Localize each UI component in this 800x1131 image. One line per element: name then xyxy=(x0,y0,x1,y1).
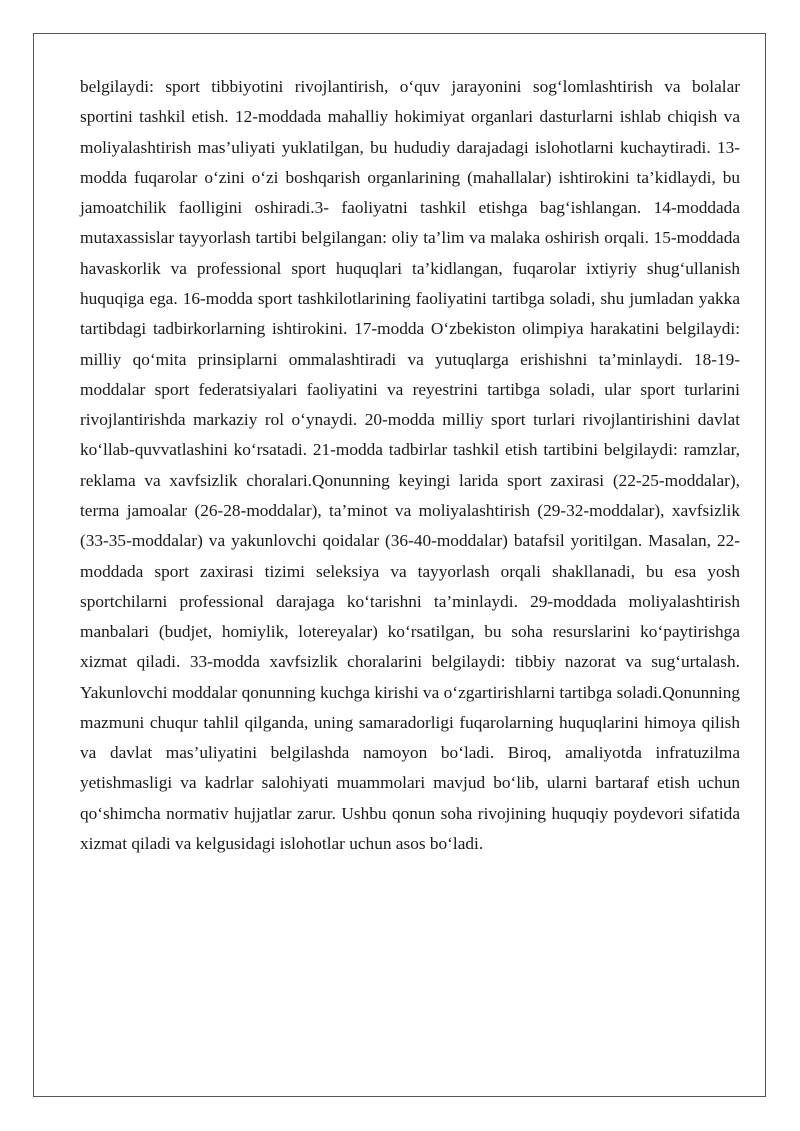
body-paragraph: belgilaydi: sport tibbiyotini rivojlantirish, o‘quv jarayonini sog‘lomlashtirish va bolalar sportini tashkil etish. 12-moddada mahalliy hokimiyat organlari dasturlarni ishlab chiqish va moliyalashtirish mas’uliyati yuklatilgan, bu hududiy darajadagi islohotlarni kuchaytiradi. 13-modda fuqarolar o‘zini o‘zi boshqarish organlarining (mahallalar) ishtirokini ta’kidlaydi, bu jamoatchilik faolligini oshiradi.3- faoliyatni tashkil etishga bag‘ishlangan. 14-moddada mutaxassislar tayyorlash tartibi belgilangan: oliy ta’lim va malaka oshirish orqali. 15-moddada havaskorlik va professional sport huquqlari ta’kidlangan, fuqarolar ixtiyriy shug‘ullanish huquqiga ega. 16-modda sport tashkilotlarining faoliyatini tartibga soladi, shu jumladan yakka tartibdagi tadbirkorlarning ishtirokini. 17-modda O‘zbekiston olimpiya harakatini belgilaydi: milliy qo‘mita prinsiplarni ommalashtiradi va yutuqlarga erishishni ta’minlaydi. 18-19-moddalar sport federatsiyalari faoliyatini va reyestrini tartibga soladi, ular sport turlarini rivojlantirishda markaziy rol o‘ynaydi. 20-modda milliy sport turlari rivojlantirishini davlat ko‘llab-quvvatlashini ko‘rsatadi. 21-modda tadbirlar tashkil etish tartibini belgilaydi: ramzlar, reklama va xavfsizlik choralari.Qonunning keyingi larida sport zaxirasi (22-25-moddalar), terma jamoalar (26-28-moddalar), ta’minot va moliyalashtirish (29-32-moddalar), xavfsizlik (33-35-moddalar) va yakunlovchi qoidalar (36-40-moddalar) batafsil yoritilgan. Masalan, 22-moddada sport zaxirasi tizimi seleksiya va tayyorlash orqali shakllanadi, bu esa yosh sportchilarni professional darajaga ko‘tarishni ta’minlaydi. 29-moddada moliyalashtirish manbalari (budjet, homiylik, lotereyalar) ko‘rsatilgan, bu soha resurslarini ko‘paytirishga xizmat qiladi. 33-modda xavfsizlik choralarini belgilaydi: tibbiy nazorat va sug‘urtalash. Yakunlovchi moddalar qonunning kuchga kirishi va o‘zgartirishlarni tartibga soladi.Qonunning mazmuni chuqur tahlil qilganda, uning samaradorligi fuqarolarning huquqlarini himoya qilish va davlat mas’uliyatini belgilashda namoyon bo‘ladi. Biroq, amaliyotda infratuzilma yetishmasligi va kadrlar salohiyati muammolari mavjud bo‘lib, ularni bartaraf etish uchun qo‘shimcha normativ hujjatlar zarur. Ushbu qonun soha rivojining huquqiy poydevori sifatida xizmat qiladi va kelgusidagi islohotlar uchun asos bo‘ladi. xyxy=(80,77,740,854)
